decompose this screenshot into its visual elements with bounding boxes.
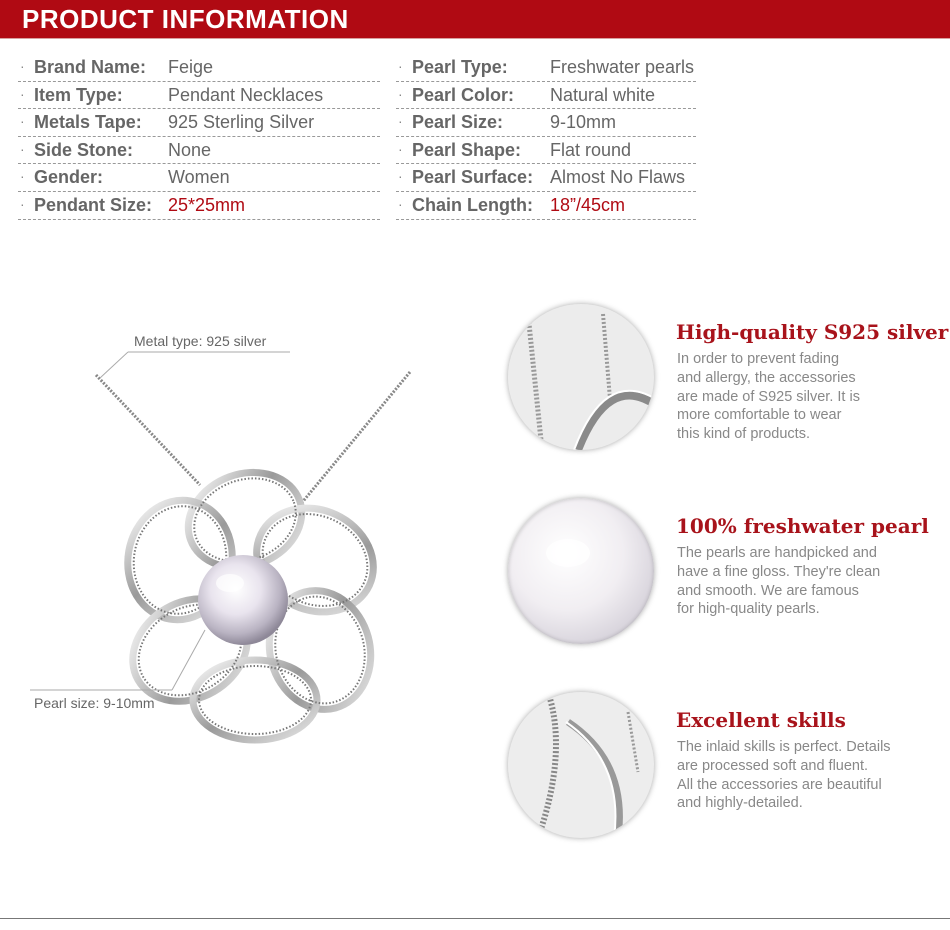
spec-key: Chain Length: xyxy=(412,194,533,215)
pearl-callout: Pearl size: 9-10mm xyxy=(34,695,155,711)
spec-value: Women xyxy=(168,167,230,188)
feature-craft xyxy=(508,692,948,842)
feature-description: The inlaid skills is perfect. Details are processed soft and fluent. All the accessories are beautiful and highly-detailed. xyxy=(677,739,891,812)
spec-value: 25*25mm xyxy=(168,194,246,215)
spec-value: 9-10mm xyxy=(550,112,617,133)
bullet-dot: · xyxy=(398,195,403,212)
spec-key: Gender: xyxy=(34,167,104,188)
spec-value: None xyxy=(168,139,212,160)
feature-silver xyxy=(508,304,948,454)
spec-key: Pearl Surface: xyxy=(412,167,534,188)
bullet-dot: · xyxy=(20,58,25,74)
feature-description: The pearls are handpicked and have a fine gloss. They're clean and smooth. We are famous for high-quality pearls. xyxy=(677,545,881,618)
craft-closeup-drawing xyxy=(508,692,654,838)
bullet-dot: · xyxy=(398,113,403,130)
spec-value: 925 Sterling Silver xyxy=(168,112,315,133)
bullet-dot: · xyxy=(398,140,403,157)
spec-key: Pearl Type: xyxy=(412,57,508,77)
spec-value: Pendant Necklaces xyxy=(168,84,324,105)
spec-value: Flat round xyxy=(550,139,632,160)
spec-value: Almost No Flaws xyxy=(550,167,686,188)
feature-description: In order to prevent fading and allergy, the accessories are made of S925 silver. It is more comfortable to wear this kind of products. xyxy=(677,351,860,443)
chain-left xyxy=(96,375,200,485)
chain-right xyxy=(300,372,410,505)
spec-key: Brand Name: xyxy=(34,57,147,77)
pearl-closeup-drawing xyxy=(508,498,654,644)
pearl xyxy=(198,555,288,645)
metal-callout: Metal type: 925 silver xyxy=(134,333,267,349)
spec-value: 18”/45cm xyxy=(550,194,626,215)
feature-title: Excellent skills xyxy=(676,708,846,732)
spec-value: Freshwater pearls xyxy=(550,57,695,77)
craft-closeup-image xyxy=(508,692,654,838)
spec-value: Natural white xyxy=(550,84,656,105)
spec-key: Pendant Size: xyxy=(34,194,153,215)
spec-key: Side Stone: xyxy=(34,139,134,160)
spec-key: Pearl Color: xyxy=(412,84,515,105)
bullet-dot: · xyxy=(20,140,25,157)
bullet-dot: · xyxy=(20,113,25,130)
bullet-dot: · xyxy=(20,85,25,102)
bullet-dot: · xyxy=(398,58,403,74)
bullet-dot: · xyxy=(398,85,403,102)
feature-title: High-quality S925 silver xyxy=(676,320,949,344)
feature-pearl xyxy=(508,498,948,648)
bullet-dot: · xyxy=(398,168,403,185)
bullet-dot: · xyxy=(20,195,25,212)
spec-key: Item Type: xyxy=(34,84,123,105)
pearl-closeup-image xyxy=(508,498,654,644)
silver-closeup-drawing xyxy=(508,304,654,450)
bottom-divider xyxy=(0,918,950,919)
feature-title: 100% freshwater pearl xyxy=(676,514,929,538)
spec-value: Feige xyxy=(168,57,214,77)
bullet-dot: · xyxy=(20,168,25,185)
section-title: PRODUCT INFORMATION xyxy=(22,4,349,34)
silver-closeup-image xyxy=(508,304,654,450)
spec-key: Metals Tape: xyxy=(34,112,142,133)
spec-key: Pearl Shape: xyxy=(412,139,522,160)
spec-key: Pearl Size: xyxy=(412,112,504,133)
